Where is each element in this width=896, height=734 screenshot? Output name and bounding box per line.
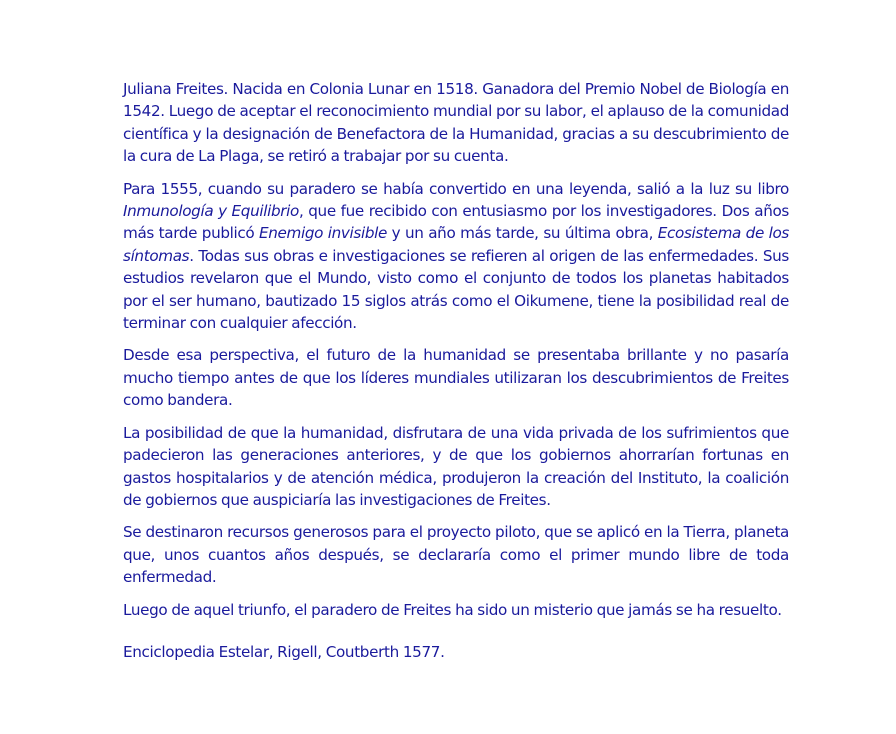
paragraph-biography [123, 78, 789, 168]
book-title-ecosistema: Ecosistema de los síntomas [123, 224, 789, 265]
paragraph-institute [123, 422, 789, 512]
paragraph-text: , que fue recibido con entusiasmo por los investigadores. Dos años más tarde publicó [123, 202, 789, 243]
paragraph-text: Juliana Freites. Nacida en Colonia Lunar en 1518. Ganadora del Premio Nobel de Biología en 1542. Luego de aceptar el reconocimiento mundial por su labor, el aplauso de la comunidad científica y la designación de Benefactora de la Humanidad, gracias a su descubrimiento de la cura de La Plaga, se retiró a trabajar por su cuenta. [123, 80, 789, 166]
paragraph-mystery [123, 599, 789, 621]
book-title-enemigo: Enemigo invisible [259, 224, 387, 243]
paragraph-text: La posibilidad de que la humanidad, disfrutara de una vida privada de los sufrimientos que padecieron las generaciones anteriores, y de que los gobiernos ahorrarían fortunas en gastos hospitalarios y de atención médica, produjeron la creación del Instituto, la coalición de gobiernos que auspiciaría las investigaciones de Freites. [123, 423, 789, 509]
paragraph-perspective [123, 344, 789, 411]
paragraph-text: Se destinaron recursos generosos para el proyecto piloto, que se aplicó en la Tierra, planeta que, unos cuantos años después, se declararía como el primer mundo libre de toda enfermedad. [123, 523, 789, 587]
paragraph-text: . Todas sus obras e investigaciones se refieren al origen de las enfermedades. Sus estudios revelaron que el Mundo, visto como el conjunto de todos los planetas habitados por el ser humano, bautizado 15 siglos atrás como el Oikumene, tiene la posibilidad real de terminar con cualquier afección. [123, 246, 789, 333]
citation: Enciclopedia Estelar, Rigell, Coutberth 1577. [123, 642, 445, 661]
paragraph-text: Desde esa perspectiva, el futuro de la humanidad se presentaba brillante y no pasaría mucho tiempo antes de que los líderes mundiales utilizaran los descubrimientos de Freites como bandera. [123, 346, 789, 410]
paragraph-works [123, 178, 789, 335]
document-body [123, 78, 789, 673]
book-title-inmunologia: Inmunología y Equilibrio [123, 202, 299, 221]
paragraph-text: Para 1555, cuando su paradero se había convertido en una leyenda, salió a la luz su libro [123, 179, 789, 198]
paragraph-text: y un año más tarde, su última obra, [387, 224, 658, 243]
paragraph-text: Luego de aquel triunfo, el paradero de Freites ha sido un misterio que jamás se ha resuelto. [123, 600, 782, 619]
paragraph-pilot-project [123, 521, 789, 588]
